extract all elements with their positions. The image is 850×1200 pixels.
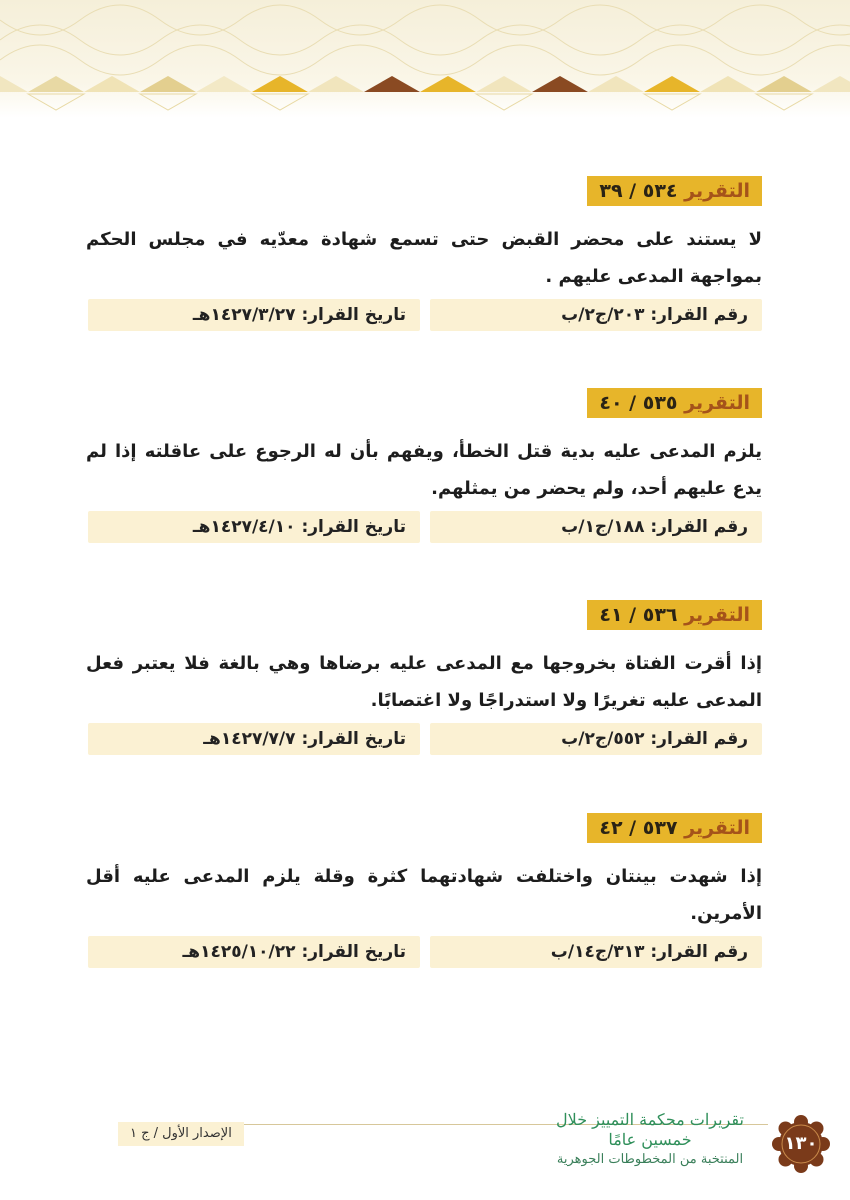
decision-date: تاريخ القرار: ١٤٢٧/٤/١٠هـ bbox=[88, 511, 420, 543]
page-number: ١٣٠ bbox=[784, 1133, 818, 1154]
book-title-line2: المنتخبة من المخطوطات الجوهرية bbox=[556, 1152, 744, 1167]
ruling-text: لا يستند على محضر القبض حتى تسمع شهادة معدّيه في مجلس الحكم بمواجهة المدعى عليهم . bbox=[86, 229, 762, 287]
book-title-logo bbox=[540, 1110, 760, 1180]
ruling-title-keyword: التقرير bbox=[684, 180, 750, 202]
decision-date: تاريخ القرار: ١٤٢٥/١٠/٢٢هـ bbox=[88, 936, 420, 968]
ruling-title-number: ٥٣٧ / ٤٢ bbox=[599, 817, 678, 839]
ruling-title bbox=[587, 813, 762, 843]
decision-number: رقم القرار: ٢٠٣/ج٢/ب bbox=[430, 299, 762, 331]
decision-number: رقم القرار: ٣١٣/ج١٤/ب bbox=[430, 936, 762, 968]
ruling-title-keyword: التقرير bbox=[684, 604, 750, 626]
ruling-title-number: ٥٣٤ / ٣٩ bbox=[599, 180, 678, 202]
decision-date: تاريخ القرار: ١٤٢٧/٣/٢٧هـ bbox=[88, 299, 420, 331]
ruling-text: إذا أقرت الفتاة بخروجها مع المدعى عليه برضاها وهي بالغة فلا يعتبر فعل المدعى عليه تغريرًا ولا استدراجًا ولا اغتصابًا. bbox=[86, 653, 762, 711]
ruling-title-keyword: التقرير bbox=[684, 392, 750, 414]
header-ornament bbox=[0, 0, 850, 118]
ruling-title bbox=[587, 176, 762, 206]
decision-number: رقم القرار: ٥٥٢/ج٢/ب bbox=[430, 723, 762, 755]
decision-number: رقم القرار: ١٨٨/ج١/ب bbox=[430, 511, 762, 543]
ruling-text: إذا شهدت بينتان واختلفت شهادتهما كثرة وقلة يلزم المدعى عليه أقل الأمرين. bbox=[86, 866, 762, 924]
footer-part-label: الإصدار الأول / ج ١ bbox=[118, 1122, 244, 1146]
ruling-text: يلزم المدعى عليه بدية قتل الخطأ، ويفهم بأن له الرجوع على عاقلته إذا لم يدع عليهم أحد، ولم يحضر من يمثلهم. bbox=[86, 441, 762, 499]
ruling-title bbox=[587, 600, 762, 630]
ruling-title bbox=[587, 388, 762, 418]
decision-date: تاريخ القرار: ١٤٢٧/٧/٧هـ bbox=[88, 723, 420, 755]
book-title-line1: تقريرات محكمة التمييز خلال خمسين عامًا bbox=[556, 1110, 744, 1149]
ruling-title-keyword: التقرير bbox=[684, 817, 750, 839]
ruling-title-number: ٥٣٥ / ٤٠ bbox=[599, 392, 678, 414]
ruling-title-number: ٥٣٦ / ٤١ bbox=[599, 604, 678, 626]
